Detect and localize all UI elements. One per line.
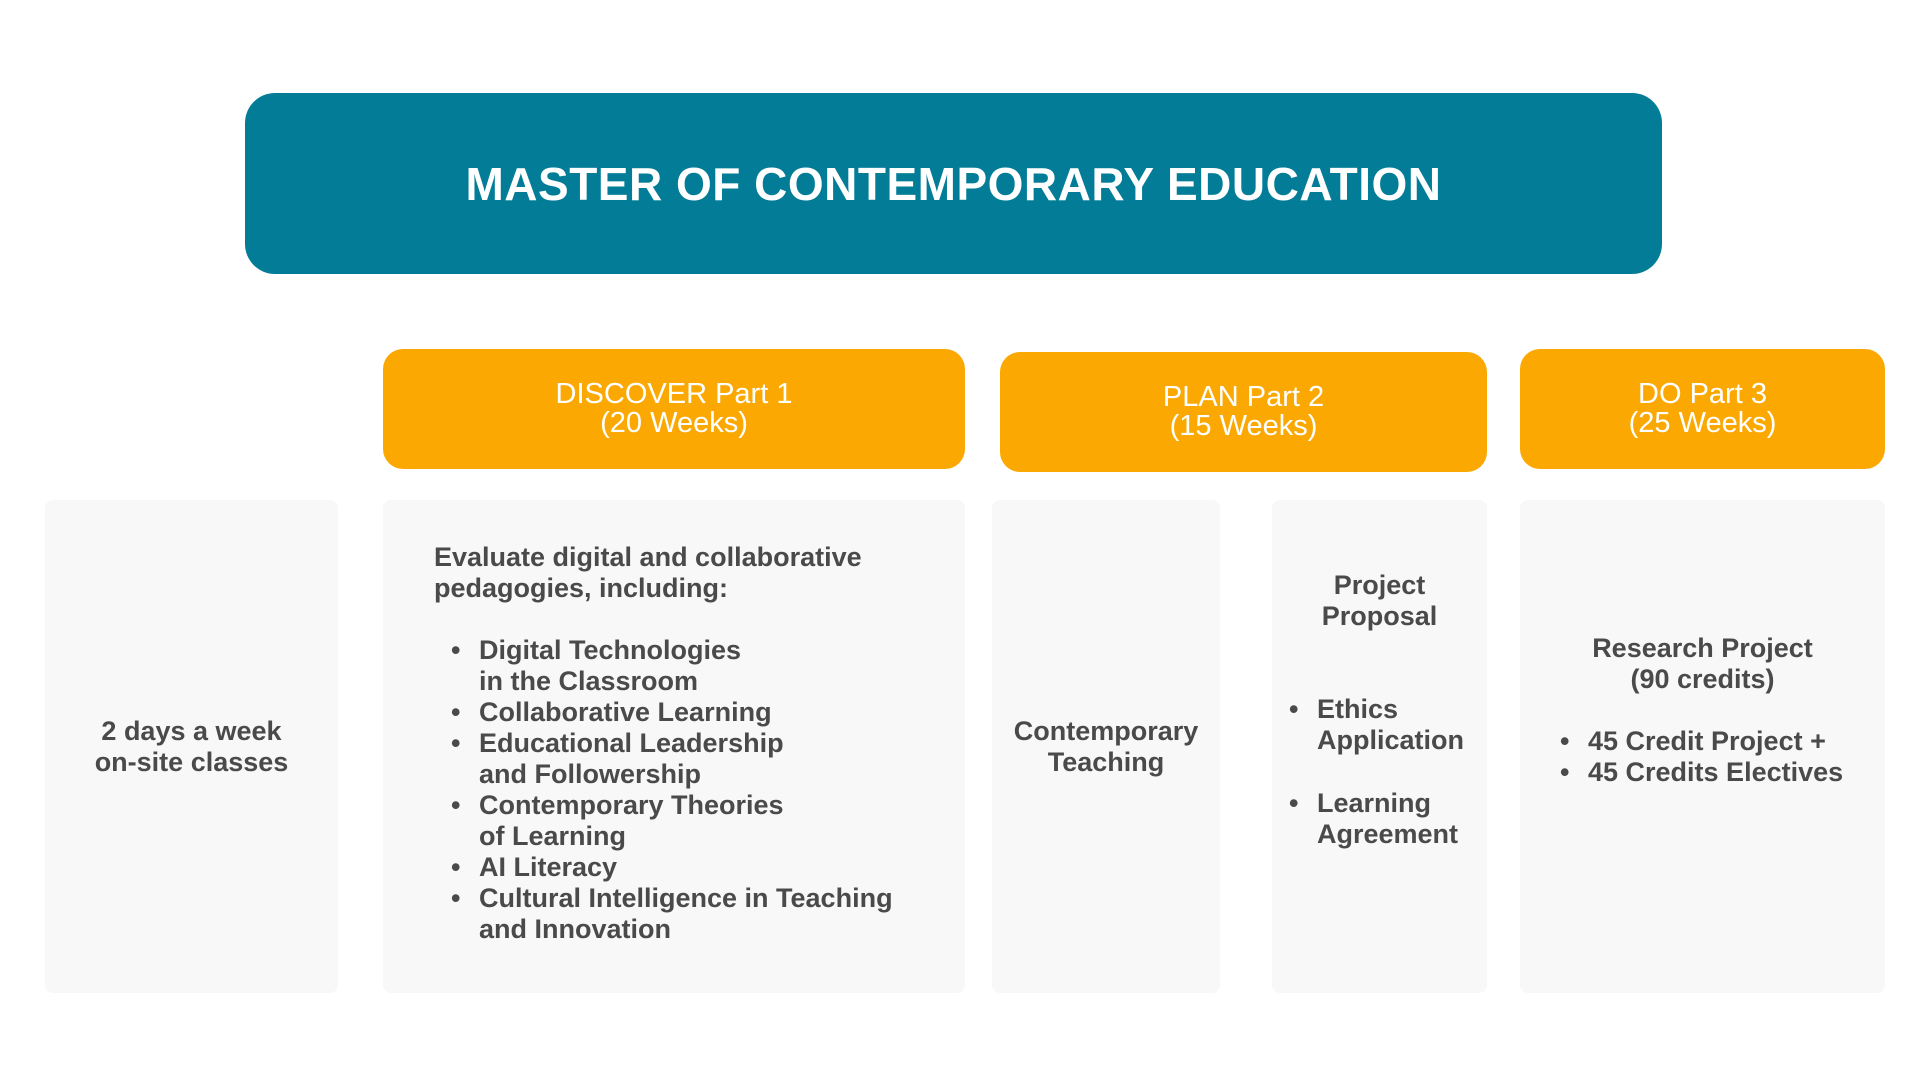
list-item: • 45 Credit Project + bbox=[1588, 726, 1885, 757]
list-item bbox=[479, 883, 965, 945]
do-list bbox=[1520, 726, 1885, 788]
phase-discover-name: DISCOVER Part 1 bbox=[555, 378, 793, 410]
list-item bbox=[479, 697, 965, 728]
do-heading-line-1: Research Project bbox=[1592, 633, 1813, 663]
phase-discover-duration: (20 Weeks) bbox=[600, 407, 748, 439]
list-item-line: • Cultural Intelligence in Teaching bbox=[479, 883, 893, 913]
proposal-heading-line-2: Proposal bbox=[1321, 601, 1438, 631]
list-item bbox=[479, 790, 965, 852]
list-item-line: • Educational Leadership bbox=[479, 728, 784, 758]
phase-plan-name: PLAN Part 2 bbox=[1162, 381, 1325, 413]
discover-intro-line-1: Evaluate digital and collaborative bbox=[434, 542, 862, 572]
list-item-line: • Contemporary Theories bbox=[479, 790, 784, 820]
list-item-line: of Learning bbox=[479, 821, 626, 851]
discover-card bbox=[383, 500, 965, 993]
plan-teaching-card bbox=[992, 500, 1220, 993]
phase-plan-duration: (15 Weeks) bbox=[1169, 410, 1318, 442]
list-item-line: and Followership bbox=[479, 759, 702, 789]
do-card bbox=[1520, 500, 1885, 993]
phase-do-duration: (25 Weeks) bbox=[1628, 407, 1777, 439]
list-item-line: • Digital Technologies bbox=[479, 635, 742, 665]
list-item-line: Application bbox=[1317, 725, 1464, 755]
list-item-line: • Ethics bbox=[1317, 694, 1399, 724]
discover-topic-list bbox=[434, 635, 965, 945]
schedule-card bbox=[45, 500, 338, 993]
plan-teaching-line-2: Teaching bbox=[1047, 746, 1165, 777]
list-item-line: • Learning bbox=[1317, 788, 1432, 818]
discover-intro bbox=[434, 542, 965, 604]
list-item-line: • Collaborative Learning bbox=[479, 697, 772, 727]
program-title: MASTER OF CONTEMPORARY EDUCATION bbox=[465, 157, 1442, 210]
proposal-heading-line-1: Project bbox=[1333, 570, 1426, 600]
phase-discover-header bbox=[383, 349, 965, 469]
phase-do-header bbox=[1520, 349, 1885, 469]
program-title-banner bbox=[245, 93, 1662, 274]
list-item bbox=[479, 852, 965, 883]
list-item bbox=[1317, 788, 1487, 850]
do-heading bbox=[1520, 633, 1885, 695]
plan-proposal-card bbox=[1272, 500, 1487, 993]
proposal-list bbox=[1272, 694, 1487, 850]
phase-do-name: DO Part 3 bbox=[1638, 378, 1767, 410]
list-item-line: and Innovation bbox=[479, 914, 671, 944]
schedule-line-1: 2 days a week bbox=[101, 715, 282, 746]
list-item: • 45 Credits Electives bbox=[1588, 757, 1885, 788]
proposal-heading bbox=[1272, 570, 1487, 632]
list-item-line: • AI Literacy bbox=[479, 852, 618, 882]
list-item bbox=[479, 635, 965, 697]
schedule-line-2: on-site classes bbox=[94, 746, 289, 777]
phase-plan-header bbox=[1000, 352, 1487, 472]
list-item-line: in the Classroom bbox=[479, 666, 699, 696]
discover-intro-line-2: pedagogies, including: bbox=[434, 573, 729, 603]
list-item bbox=[479, 728, 965, 790]
list-item-line: Agreement bbox=[1317, 819, 1459, 849]
do-heading-line-2: (90 credits) bbox=[1630, 664, 1775, 694]
list-item bbox=[1317, 694, 1487, 756]
plan-teaching-line-1: Contemporary bbox=[1013, 715, 1199, 746]
